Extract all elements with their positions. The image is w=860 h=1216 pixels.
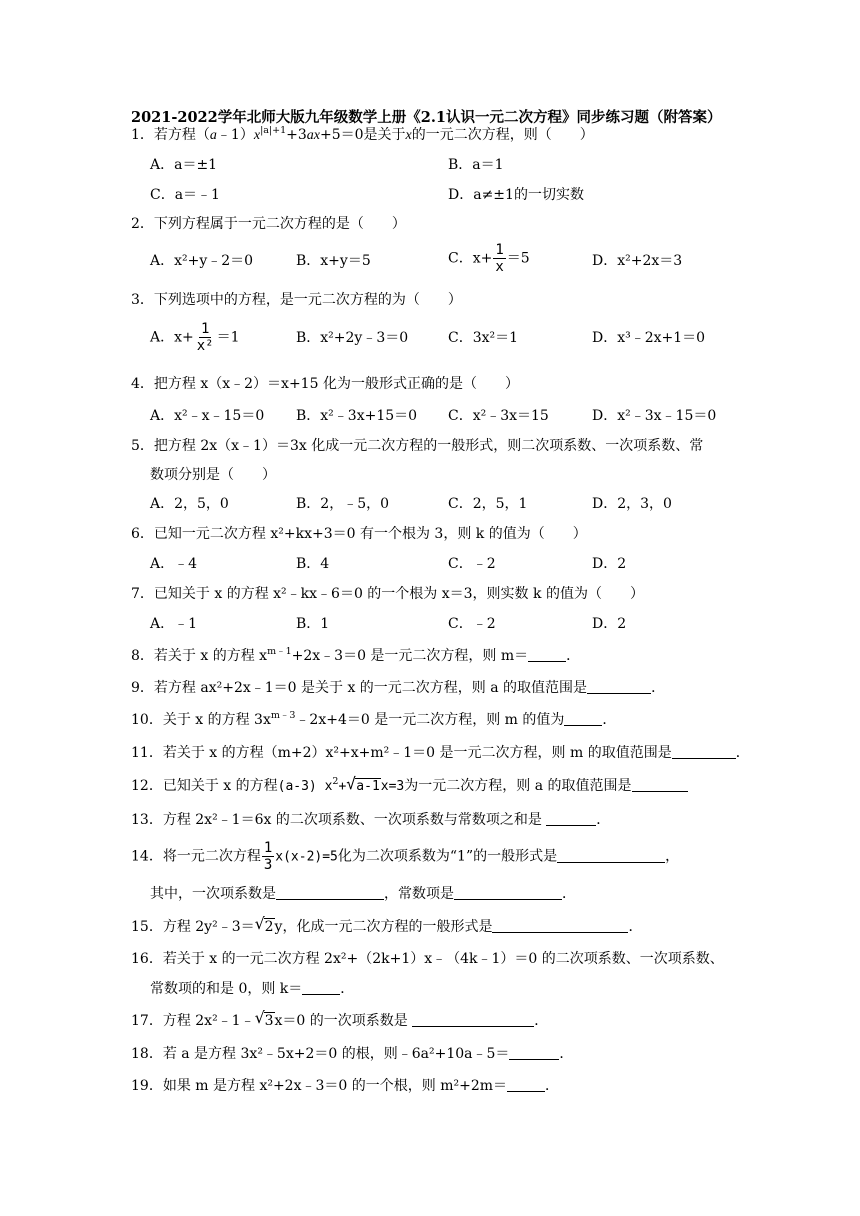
question-3-option-c: C．3x²＝1 xyxy=(448,330,519,346)
answer-blank[interactable] xyxy=(302,980,340,995)
question-15: 15．方程 2y²﹣3＝ √ 2y，化成一元二次方程的一般形式是 ． xyxy=(131,914,643,935)
question-7-stem: 7．已知关于 x 的方程 x²﹣kx﹣6＝0 的一个根为 x＝3，则实数 k 的值为（ ） xyxy=(131,586,644,602)
question-1-stem: 1．若方程$(a﹣1)x^{|a|+1}+3ax+5=0$是关于x的一元二次方程，则（ ） xyxy=(131,125,594,143)
question-1-option-a: A．a＝±1 xyxy=(150,157,218,173)
question-5-option-c: C．2，5，1 xyxy=(448,496,528,512)
question-4-option-d: D．x²﹣3x﹣15＝0 xyxy=(592,408,717,424)
answer-blank[interactable] xyxy=(672,744,736,759)
question-12: 12．已知关于 x 的方程(a-3) $x^2+$ √ a-1x=3为一元二次方程，则 a 的取值范围是 xyxy=(131,777,688,796)
question-2-stem: 2．下列方程属于一元二次方程的是（ ） xyxy=(131,216,406,232)
question-17: 17．方程 2x²﹣1﹣ √ 3x＝0 的一次项系数是 ． xyxy=(131,1008,549,1029)
question-14-line-1: 14．将一元二次方程 $\frac{1}{3}$ x(x-2)=5化为二次项系数为“1”的一般形式是 ， xyxy=(131,840,680,873)
square-root: √ 3 xyxy=(254,1008,274,1029)
answer-blank[interactable] xyxy=(492,918,628,933)
question-2-option-c: C．x+ $\frac{1}{x}$ ＝5 xyxy=(448,242,530,275)
question-2-option-b: B．x+y＝5 xyxy=(296,253,371,269)
answer-blank[interactable] xyxy=(507,1077,545,1092)
question-4-option-b: B．x²﹣3x+15＝0 xyxy=(296,408,418,424)
answer-blank[interactable] xyxy=(454,885,562,900)
question-1-option-d: D．a≠±1的一切实数 xyxy=(448,187,584,203)
question-9: 9．若方程 ax²+2x﹣1＝0 是关于 x 的一元二次方程，则 a 的取值范围是 ． xyxy=(131,680,666,696)
question-6-stem: 6．已知一元二次方程 x²+kx+3＝0 有一个根为 3，则 k 的值为（ ） xyxy=(131,526,587,542)
question-1-option-c: C．a＝﹣1 xyxy=(150,187,220,203)
answer-blank[interactable] xyxy=(546,811,596,826)
answer-blank[interactable] xyxy=(528,647,566,662)
question-4-option-a: A．x²﹣x﹣15＝0 xyxy=(150,408,265,424)
question-6-option-c: C．﹣2 xyxy=(448,556,496,572)
question-5-stem-line-1: 5．把方程 2x（x﹣1）＝3x 化成一元二次方程的一般形式，则二次项系数、一次项系数、常 xyxy=(131,438,704,454)
question-16-line-2: 常数项的和是 0，则 k＝ ． xyxy=(150,981,355,997)
question-4-option-c: C．x²﹣3x＝15 xyxy=(448,408,549,424)
question-5-option-a: A．2，5，0 xyxy=(150,496,229,512)
question-5-option-d: D．2，3，0 xyxy=(592,496,672,512)
answer-blank[interactable] xyxy=(509,1045,559,1060)
question-3-stem: 3．下列选项中的方程，是一元二次方程的为（ ） xyxy=(131,292,462,308)
answer-blank[interactable] xyxy=(557,848,665,863)
question-3-option-d: D．x³﹣2x+1＝0 xyxy=(592,330,706,346)
question-13: 13．方程 2x²﹣1＝6x 的二次项系数、一次项系数与常数项之和是 ． xyxy=(131,812,611,828)
fraction: $\frac{1}{x}$ xyxy=(495,242,504,275)
question-6-option-a: A．﹣4 xyxy=(150,556,198,572)
question-10: 10．关于 x 的方程 $3x^{m﹣3}﹣2x+4=0$ 是一元二次方程，则 m 的值为 ． xyxy=(131,710,617,728)
question-7-option-c: C．﹣2 xyxy=(448,616,496,632)
answer-blank[interactable] xyxy=(564,711,602,726)
answer-blank[interactable] xyxy=(632,777,688,792)
question-5-stem-line-2: 数项分别是（ ） xyxy=(150,467,276,483)
question-14-line-2: 其中，一次项系数是 ，常数项是 ． xyxy=(150,886,576,902)
square-root: √ a-1 xyxy=(346,774,380,794)
question-5-option-b: B．2，﹣5，0 xyxy=(296,496,390,512)
question-1-option-b: B．a＝1 xyxy=(448,157,504,173)
question-6-option-d: D．2 xyxy=(592,556,627,572)
question-3-option-a: A．x+ $\frac{1}{\text{x²}}$ ＝1 xyxy=(150,321,240,354)
question-4-stem: 4．把方程 x（x﹣2）＝x+15 化为一般形式正确的是（ ） xyxy=(131,376,519,392)
question-19: 19．如果 m 是方程 x²+2x﹣3＝0 的一个根，则 m²+2m＝ ． xyxy=(131,1078,559,1094)
question-2-option-d: D．x²+2x＝3 xyxy=(592,253,683,269)
answer-blank[interactable] xyxy=(587,679,651,694)
question-2-option-a: A．x²+y﹣2＝0 xyxy=(150,253,254,269)
question-7-option-d: D．2 xyxy=(592,616,627,632)
document-title: 2021-2022学年北师大版九年级数学上册《2.1认识一元二次方程》同步练习题（附答案） xyxy=(131,109,722,126)
square-root: √ 2 xyxy=(254,914,274,935)
question-11: 11．若关于 x 的方程（m+2）x²+x+m²﹣1＝0 是一元二次方程，则 m 的取值范围是 ． xyxy=(131,745,750,761)
fraction: $\frac{1}{3}$ xyxy=(263,840,273,873)
question-7-option-a: A．﹣1 xyxy=(150,616,198,632)
question-7-option-b: B．1 xyxy=(296,616,330,632)
answer-blank[interactable] xyxy=(412,1012,534,1027)
answer-blank[interactable] xyxy=(276,885,384,900)
question-8: 8．若关于 x 的方程 $x^{m﹣1}+2x﹣3=0$ 是一元二次方程，则 m＝ ． xyxy=(131,646,581,664)
question-3-option-b: B．x²+2y﹣3＝0 xyxy=(296,330,409,346)
question-18: 18．若 a 是方程 3x²﹣5x+2＝0 的根，则﹣6a²+10a﹣5＝ ． xyxy=(131,1046,574,1062)
question-16-line-1: 16．若关于 x 的一元二次方程 2x²+（2k+1）x﹣（4k﹣1）＝0 的二次项系数、一次项系数、 xyxy=(131,951,724,967)
fraction: $\frac{1}{\text{x²}}$ xyxy=(196,321,214,354)
question-6-option-b: B．4 xyxy=(296,556,330,572)
